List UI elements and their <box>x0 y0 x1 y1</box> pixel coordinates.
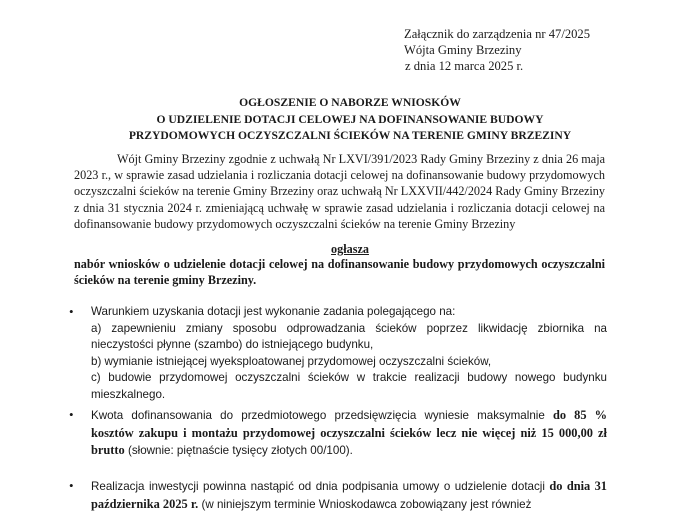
bullet-icon: • <box>69 407 74 422</box>
list-item-body <box>91 478 607 513</box>
funding-text-post: (słownie: piętnaście tysięcy złotych 00/100). <box>124 444 353 458</box>
attachment-note <box>404 26 590 74</box>
condition-a: a) zapewnieniu zmiany sposobu odprowadzania ścieków poprzez likwidację zbiornika na nieczystości płynne (szambo) do istniejącego budynku, <box>91 321 607 352</box>
conditions-lead: Warunkiem uzyskania dotacji jest wykonanie zadania polegającego na: <box>91 305 456 318</box>
intro-paragraph: Wójt Gminy Brzeziny zgodnie z uchwałą Nr LXVI/391/2023 Rady Gminy Brzeziny z dnia 26 maja 2023 r., w sprawie zasad udzielania i rozliczania dotacji celowej na dofinansowanie budowy przydomowych oczyszczalni ścieków na terenie Gminy Brzeziny oraz uchwałą Nr LXXVII/442/2024 Rady Gminy Brzeziny z dnia 31 stycznia 2024 r. zmieniającą uchwałę w sprawie zasad udzielania i rozliczania dotacji celowej na dofinansowanie budowy przydomowych oczyszczalni ścieków na terenie Gminy Brzeziny <box>74 152 605 231</box>
condition-c: c) budowie przydomowej oczyszczalni ścieków w trakcie realizacji budowy nowego budynku mieszkalnego. <box>91 371 607 401</box>
deadline-text-pre: Realizacja inwestycji powinna nastąpić od dnia podpisania umowy o udzielenie dotacji <box>91 480 550 493</box>
document-title <box>60 95 640 145</box>
announcement-subject: nabór wniosków o udzielenie dotacji celowej na dofinansowanie budowy przydomowych oczyszczalni ścieków na terenie gminy Brzeziny. <box>74 257 605 287</box>
attachment-line-3: z dnia 12 marca 2025 r. <box>405 59 524 73</box>
bullet-icon: • <box>69 304 74 319</box>
list-item-body <box>91 407 607 460</box>
attachment-line-1: Załącznik do zarządzenia nr 47/2025 <box>404 27 591 41</box>
announce-heading: ogłasza <box>331 242 369 256</box>
condition-b: b) wymianie istniejącej wyeksploatowanej przydomowej oczyszczalni ścieków, <box>91 354 492 368</box>
deadline-text-bold: do dnia 31 października 2025 r. <box>91 479 607 511</box>
title-line-3: PRZYDOMOWYCH OCZYSZCZALNI ŚCIEKÓW NA TERENIE GMINY BRZEZINY <box>128 129 572 142</box>
attachment-line-2: Wójta Gminy Brzeziny <box>404 43 522 57</box>
bullet-icon: • <box>69 478 74 493</box>
list-item-body <box>91 304 607 404</box>
title-line-1: OGŁOSZENIE O NABORZE WNIOSKÓW <box>239 96 461 109</box>
deadline-text-post: (w niniejszym terminie Wnioskodawca zobowiązany jest również <box>198 497 532 511</box>
funding-text-pre: Kwota dofinansowania do przedmiotowego przedsięwzięcia wyniesie maksymalnie <box>91 409 553 422</box>
funding-text-bold: do 85 % kosztów zakupu i montażu przydomowej oczyszczalni ścieków lecz nie więcej niż 15 000,00 zł brutto <box>91 408 607 458</box>
title-line-2: O UDZIELENIE DOTACJI CELOWEJ NA DOFINANSOWANIE BUDOWY <box>156 112 544 126</box>
